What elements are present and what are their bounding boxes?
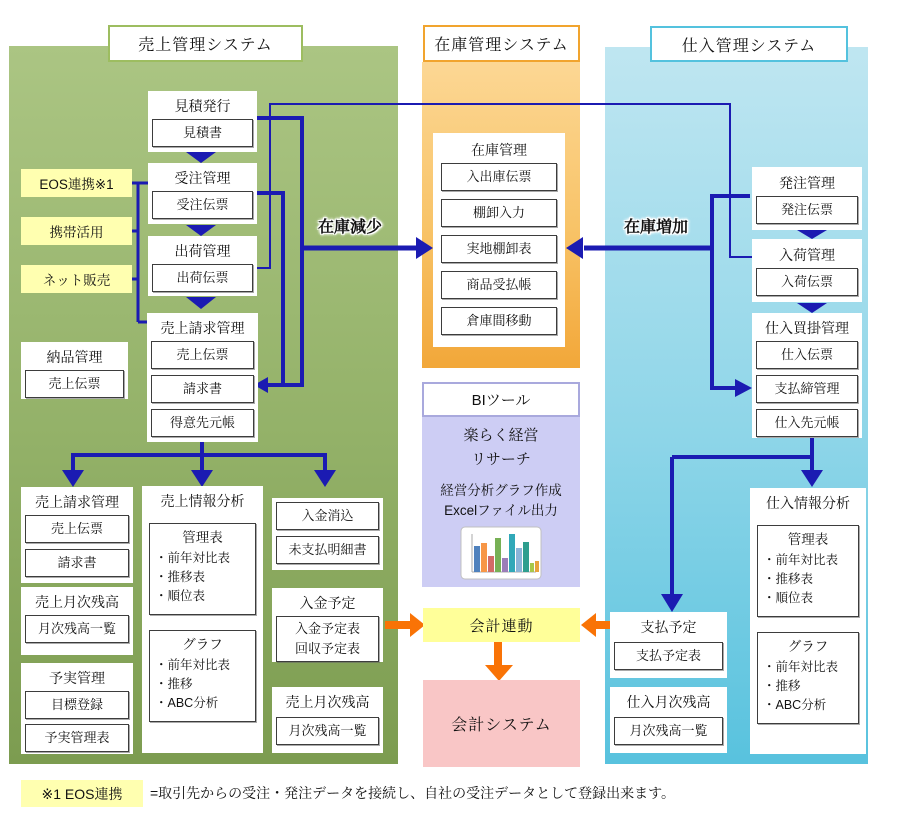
quote-issue-title: 見積発行	[174, 98, 231, 114]
stock-increase-label: 在庫増加	[623, 219, 688, 236]
receiving-slip: 入荷伝票	[756, 268, 858, 296]
accounting-arrow-down-shaft	[494, 642, 502, 665]
tag-netsales	[21, 265, 132, 293]
purchase-analysis-table-box	[757, 525, 859, 617]
shipping-mgmt-box	[148, 236, 257, 296]
payable-mgmt-title: 仕入買掛管理	[765, 320, 849, 336]
purchase-slip: 仕入伝票	[756, 341, 858, 369]
p-bullet-yoy: ・前年対比表	[763, 553, 839, 567]
inventory-system-title-label: 在庫管理システム	[434, 37, 569, 54]
bullet-g-abc: ・ABC分析	[155, 696, 219, 710]
flow-arrow-ordering-receiving	[797, 230, 827, 239]
payment-plan-table: 支払予定表	[614, 642, 723, 670]
order-mgmt-title: 受注管理	[174, 170, 231, 186]
tag-connector-lines	[132, 183, 148, 322]
sales-analysis-box	[142, 486, 263, 753]
tag-eos-label: EOS連携※1	[39, 177, 114, 192]
customer-ledger: 得意先元帳	[151, 409, 254, 437]
sales-billing-box	[147, 313, 258, 442]
billing-invoice: 請求書	[25, 549, 129, 577]
sales-monthly-balance-title: 売上月次残高	[35, 594, 119, 610]
tag-netsales-label: ネット販売	[42, 273, 111, 288]
bi-tool-header	[422, 382, 580, 417]
forecast-mgmt-box	[21, 663, 133, 754]
quote-trunk-line	[257, 118, 302, 385]
purchase-system-title	[650, 26, 848, 62]
arrowhead-to-payment-plan	[661, 594, 683, 612]
bi-tool-header-label: BIツール	[471, 392, 531, 409]
inout-slip: 入出庫伝票	[441, 163, 557, 191]
deposit-plan-table: 入金予定表	[294, 621, 360, 636]
bullet-g-trend: ・推移	[155, 677, 193, 691]
unpaid-statement: 未支払明細書	[276, 536, 379, 564]
bullet-yoy: ・前年対比表	[155, 551, 231, 565]
purchase-analysis-box	[750, 488, 866, 754]
payment-plan-title: 支払予定	[640, 619, 697, 635]
sales-system-title-label: 売上管理システム	[138, 37, 273, 54]
supplier-ledger: 仕入先元帳	[756, 409, 858, 437]
accounting-system-label: 会計システム	[451, 717, 552, 734]
ordering-slip: 発注伝票	[756, 196, 858, 224]
stock-decrease-label: 在庫減少	[317, 219, 382, 236]
flow-arrow-shipping-billing	[186, 297, 216, 309]
accounting-arrow-right-shaft	[595, 621, 610, 629]
bar-chart-icon	[460, 526, 542, 580]
deposit-clearing: 入金消込	[276, 502, 379, 530]
footnote-text: =取引先からの受注・発注データを接続し、自社の受注データとして登録出来ます。	[150, 785, 676, 801]
bi-tool-body	[422, 417, 580, 587]
p-graph-title: グラフ	[787, 639, 829, 654]
bi-feature-line2: Excelファイル出力	[444, 503, 558, 518]
graph-title: グラフ	[182, 637, 223, 652]
warehouse-transfer: 倉庫間移動	[441, 307, 557, 335]
sales-billing-title: 売上請求管理	[160, 320, 245, 336]
payment-closing: 支払締管理	[756, 375, 858, 403]
shipping-mgmt-title: 出荷管理	[174, 243, 231, 259]
bi-feature-line1: 経営分析グラフ作成	[440, 483, 562, 498]
sales-split-lines	[73, 442, 325, 471]
p-bullet-rank: ・順位表	[763, 591, 814, 605]
monthly-balance-list: 月次残高一覧	[25, 615, 129, 643]
bullet-g-yoy: ・前年対比表	[155, 658, 231, 672]
tag-mobile	[21, 217, 132, 245]
sales-monthly-balance-box2	[272, 687, 383, 753]
arrowhead-to-payment-closing	[735, 379, 752, 397]
quote-issue-box	[148, 91, 257, 152]
split-arrowhead-right	[314, 470, 336, 487]
payable-mgmt-box	[752, 313, 862, 438]
accounting-link-label: 会計連動	[469, 617, 534, 635]
bullet-rank: ・順位表	[155, 589, 206, 603]
p-bullet-g-abc: ・ABC分析	[763, 698, 827, 712]
purchase-monthly-balance-list: 月次残高一覧	[614, 717, 723, 745]
billing-sales-slip: 売上伝票	[25, 515, 129, 543]
sales-system-title	[108, 25, 303, 62]
order-slip: 受注伝票	[152, 191, 253, 219]
purchase-analysis-title: 仕入情報分析	[766, 495, 850, 511]
deposit-plan-docs	[276, 616, 379, 662]
purchase-analysis-graph-box	[757, 632, 859, 724]
accounting-system-box	[423, 680, 580, 767]
bullet-trend: ・推移表	[155, 570, 206, 584]
p-mgmt-table-title: 管理表	[787, 532, 829, 547]
bi-product-line1: 楽らく経営	[463, 427, 539, 444]
sales-analysis-table-box	[149, 523, 256, 615]
invoice-doc: 請求書	[151, 375, 254, 403]
ordering-mgmt-box	[752, 167, 862, 230]
order-mgmt-box	[148, 163, 257, 224]
accounting-arrow-right-head	[581, 613, 596, 637]
flow-arrow-quote-order	[186, 152, 216, 163]
billing-output-box	[21, 487, 133, 583]
deposit-plan-title: 入金予定	[299, 595, 356, 611]
tag-mobile-label: 携帯活用	[49, 225, 104, 240]
receiving-mgmt-box	[752, 239, 862, 302]
monthly-balance-list2: 月次残高一覧	[276, 717, 379, 745]
flow-arrow-receiving-payable	[797, 303, 827, 313]
shipping-slip: 出荷伝票	[152, 264, 253, 292]
deposit-plan-box	[272, 588, 383, 662]
footnote-marker-label: ※1 EOS連携	[41, 785, 123, 802]
target-registration: 目標登録	[25, 691, 129, 719]
p-bullet-g-yoy: ・前年対比表	[763, 660, 839, 674]
payment-plan-box	[610, 612, 727, 678]
physical-stocktake-table: 実地棚卸表	[441, 235, 557, 263]
sales-analysis-graph-box	[149, 630, 256, 722]
flow-arrow-order-shipping	[186, 225, 216, 236]
tag-eos	[21, 169, 132, 197]
stock-decrease-arrowhead	[416, 237, 433, 259]
delivery-mgmt-title: 納品管理	[46, 349, 103, 365]
inventory-system-title	[423, 25, 580, 62]
sales-monthly-balance-box	[21, 587, 133, 655]
p-bullet-trend: ・推移表	[763, 572, 814, 586]
delivery-sales-slip: 売上伝票	[25, 370, 124, 398]
stock-increase-arrowhead	[566, 237, 583, 259]
footnote-marker	[21, 780, 143, 807]
mgmt-table-title: 管理表	[182, 530, 223, 545]
accounting-arrow-down-head	[485, 665, 513, 681]
goods-ledger: 商品受払帳	[441, 271, 557, 299]
billing-output-title: 売上請求管理	[35, 494, 119, 510]
arrowhead-to-purchase-analysis	[801, 470, 823, 487]
inventory-mgmt-box	[433, 133, 565, 347]
purchase-monthly-balance-title: 仕入月次残高	[626, 694, 711, 710]
accounting-arrow-left-shaft	[385, 621, 410, 629]
delivery-mgmt-box	[21, 342, 128, 399]
collection-plan-table: 回収予定表	[294, 641, 360, 656]
purchase-system-title-label: 仕入管理システム	[681, 37, 817, 55]
deposit-clearing-box	[272, 498, 383, 570]
forecast-table: 予実管理表	[25, 724, 129, 752]
bi-product-line2: リサーチ	[471, 451, 531, 468]
split-arrowhead-left	[62, 470, 84, 487]
sales-analysis-title: 売上情報分析	[160, 493, 245, 509]
ordering-mgmt-title: 発注管理	[779, 175, 835, 191]
sales-monthly-balance-title2: 売上月次残高	[285, 694, 370, 710]
forecast-mgmt-title: 予実管理	[49, 670, 105, 686]
purchase-monthly-balance-box	[610, 687, 727, 753]
receiving-mgmt-title: 入荷管理	[779, 247, 835, 263]
split-arrowhead-center	[191, 470, 213, 487]
stocktake-entry: 棚卸入力	[441, 199, 557, 227]
quote-doc: 見積書	[152, 119, 253, 147]
p-bullet-g-trend: ・推移	[763, 679, 801, 693]
accounting-link-box	[423, 608, 580, 642]
sales-slip: 売上伝票	[151, 341, 254, 369]
inventory-mgmt-title: 在庫管理	[471, 142, 527, 158]
